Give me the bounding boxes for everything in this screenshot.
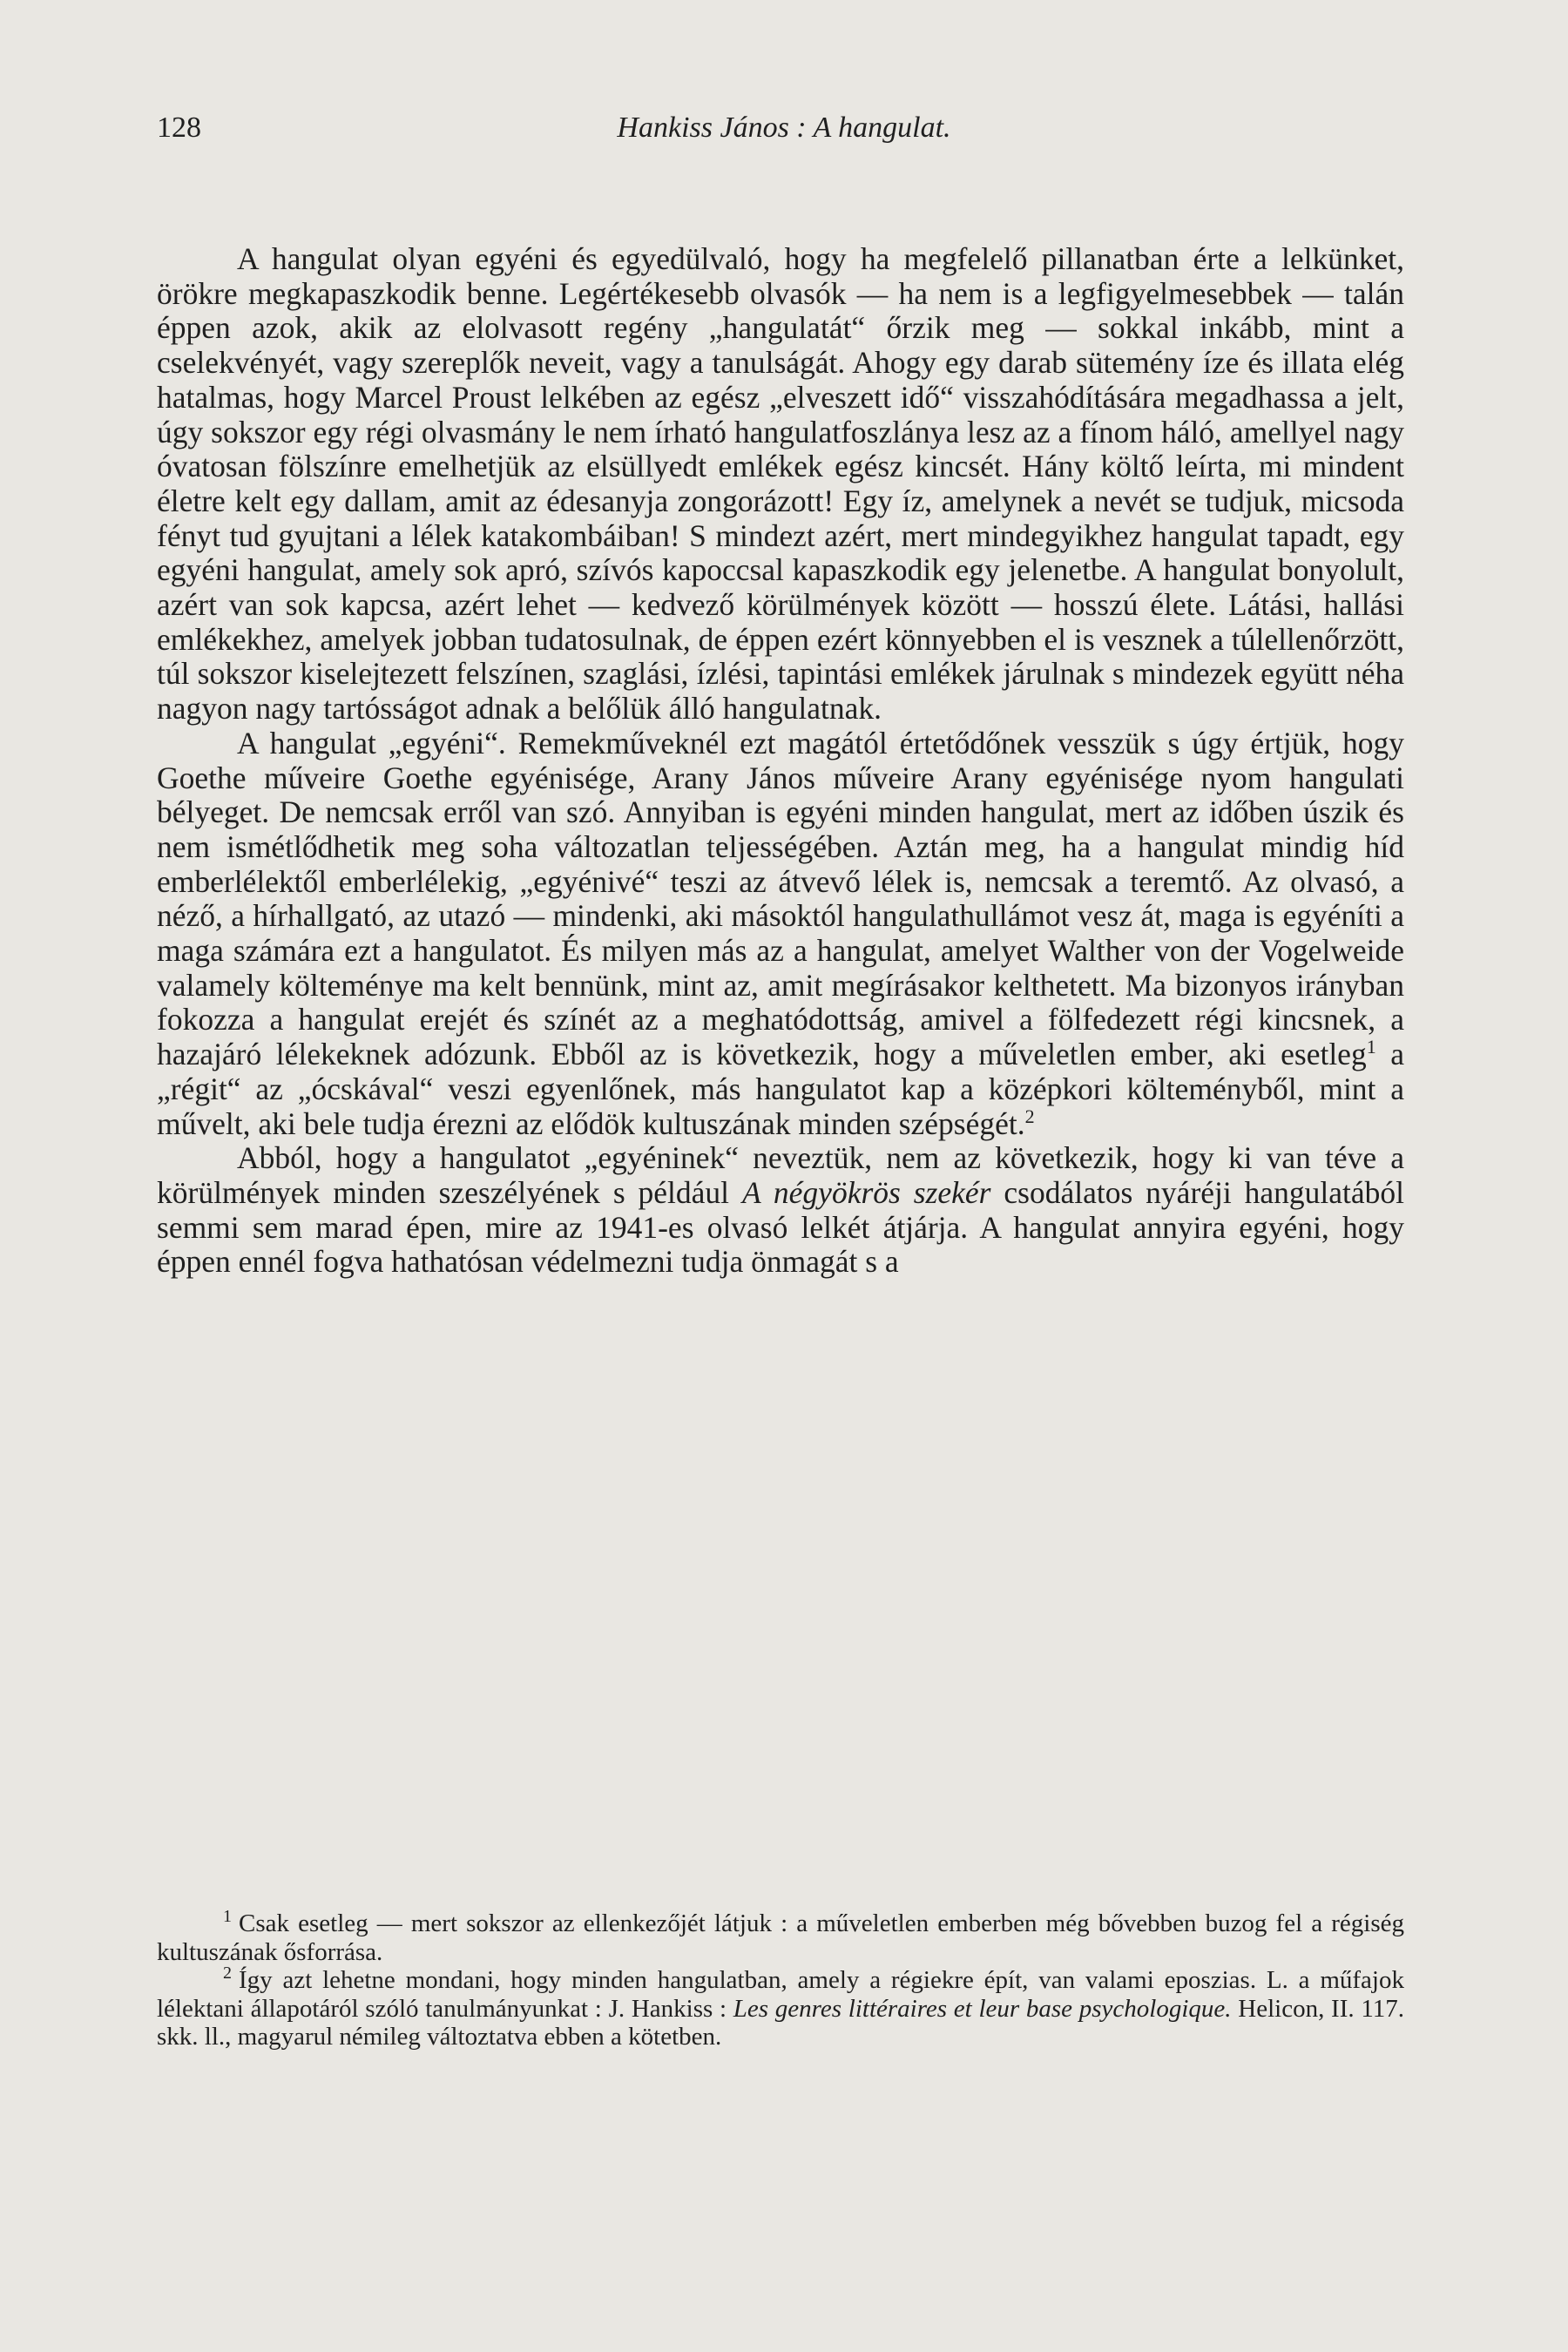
footnotes xyxy=(157,1909,1404,2051)
footnote-2 xyxy=(157,1963,1405,2051)
running-title: Hankiss János : A hangulat. xyxy=(617,112,951,144)
footnote-2-mark: 2 xyxy=(223,1963,232,1984)
footnote-ref-1: 1 xyxy=(1366,1036,1376,1058)
paragraph-3 xyxy=(157,1141,1404,1280)
body-text xyxy=(157,242,1404,1280)
page-number: 128 xyxy=(157,112,201,144)
paragraph-2-text-a: A hangulat „egyéni“. Remekműveknél ezt magától értetődőnek vesszük s úgy értjük, hogy Goethe műveire Goethe egyénisége, Arany János műveire Arany egyénisége nyom hangulati bélyeget. De nemcsak erről van szó. Annyiban is egyéni minden hangulat, mert az időben úszik és nem ismétlődhetik meg soha változatlan teljességében. Aztán meg, ha a hangulat mindig híd emberlélektől emberlélekig, „egyénivé“ teszi az átvevő lélek is, nemcsak a teremtő. Az olvasó, a néző, a hírhallgató, az utazó — mindenki, aki másoktól hangulathullámot vesz át, maga is egyéníti a maga számára ezt a hangulatot. És milyen más az a hangulat, amelyet Walther von der Vogelweide valamely költeménye ma kelt bennünk, mint az, amit megírásakor kelthetett. Ma bizonyos irányban fokozza a hangulat erejét és színét az a meghatódottság, amivel a fölfedezett régi kincsnek, a hazajáró lélekeknek adózunk. Ebből az is következik, hogy a műveletlen ember, aki esetleg xyxy=(157,725,1404,1072)
paragraph-2 xyxy=(157,727,1404,1141)
footnote-2-text-a: Így azt lehetne mondani, hogy minden hangulatban, amely a régiekre épít, van valami eposzias. L. a műfajok lélektani állapotáról szóló tanulmányunkat : J. Hankiss : xyxy=(157,1966,1404,2023)
footnote-1-text: Csak esetleg — mert sokszor az ellenkezőjét látjuk : a műveletlen emberben még bővebben buzog fel a régiség kultuszának ősforrása. xyxy=(157,1909,1404,1966)
paragraph-2-text-b: a „régit“ az „ócskával“ veszi egyenlőnek, más hangulatot kap a középkori költeményből, mint a művelt, aki bele tudja érezni az elődök kultuszának minden szépségét. xyxy=(157,1037,1405,1141)
paragraph-3-text-a: Abból, hogy a hangulatot „egyéninek“ neveztük, nem az következik, hogy ki van téve a körülmények minden szeszélyének s például xyxy=(157,1140,1404,1210)
footnote-1 xyxy=(157,1909,1404,1966)
footnote-ref-2: 2 xyxy=(1024,1105,1035,1127)
page-header xyxy=(157,112,1411,150)
paragraph-1 xyxy=(157,242,1404,727)
footnote-2-title: Les genres littéraires et leur base psychologique. xyxy=(733,1994,1232,2023)
footnote-1-mark: 1 xyxy=(223,1907,232,1927)
paragraph-1-text: A hangulat olyan egyéni és egyedülvaló, hogy ha megfelelő pillanatban érte a lelkünket, örökre megkapaszkodik benne. Legértékesebb olvasók — ha nem is a legfigyelmesebbek — talán éppen azok, akik az elolvasott regény „hangulatát“ őrzik meg — sokkal inkább, mint a cselekvényét, vagy szereplők neveit, vagy a tanulságát. Ahogy egy darab sütemény íze és illata elég hatalmas, hogy Marcel Proust lelkében az egész „elveszett idő“ visszahódítására megadhassa a jelt, úgy sokszor egy régi olvasmány le nem írható hangulatfoszlánya lesz az a fínom háló, amellyel nagy óvatosan fölszínre emelhetjük az elsüllyedt emlékek egész kincsét. Hány költő leírta, mi mindent életre kelt egy dallam, amit az édesanyja zongorázott! Egy íz, amelynek a nevét se tudjuk, micsoda fényt tud gyujtani a lélek katakombáiban! S mindezt azért, mert mindegyikhez hangulat tapadt, egy egyéni hangulat, amely sok apró, szívós kapoccsal kapaszkodik egy jelenetbe. A hangulat bonyolult, azért van sok kapcsa, azért lehet — kedvező körülmények között — hosszú élete. Látási, hallási emlékekhez, amelyek jobban tudatosulnak, de éppen ezért könnyebben el is vesznek a túlellenőrzött, túl sokszor kiselejtezett felszínen, szaglási, ízlési, tapintási emlékek járulnak s mindezek együtt néha nagyon nagy tartósságot adnak a belőlük álló hangulatnak. xyxy=(157,241,1404,727)
book-title: A négyökrös szekér xyxy=(741,1174,991,1210)
footnote-2-text-b: Helicon, II. 117. skk. ll., magyarul némileg változtatva ebben a kötetben. xyxy=(157,1994,1405,2051)
paragraph-3-text-b: csodálatos nyáréji hangulatából semmi sem marad épen, mire az 1941-es olvasó lelkét átjárja. A hangulat annyira egyéni, hogy éppen ennél fogva hathatósan védelmezni tudja önmagát s a xyxy=(157,1174,1405,1280)
